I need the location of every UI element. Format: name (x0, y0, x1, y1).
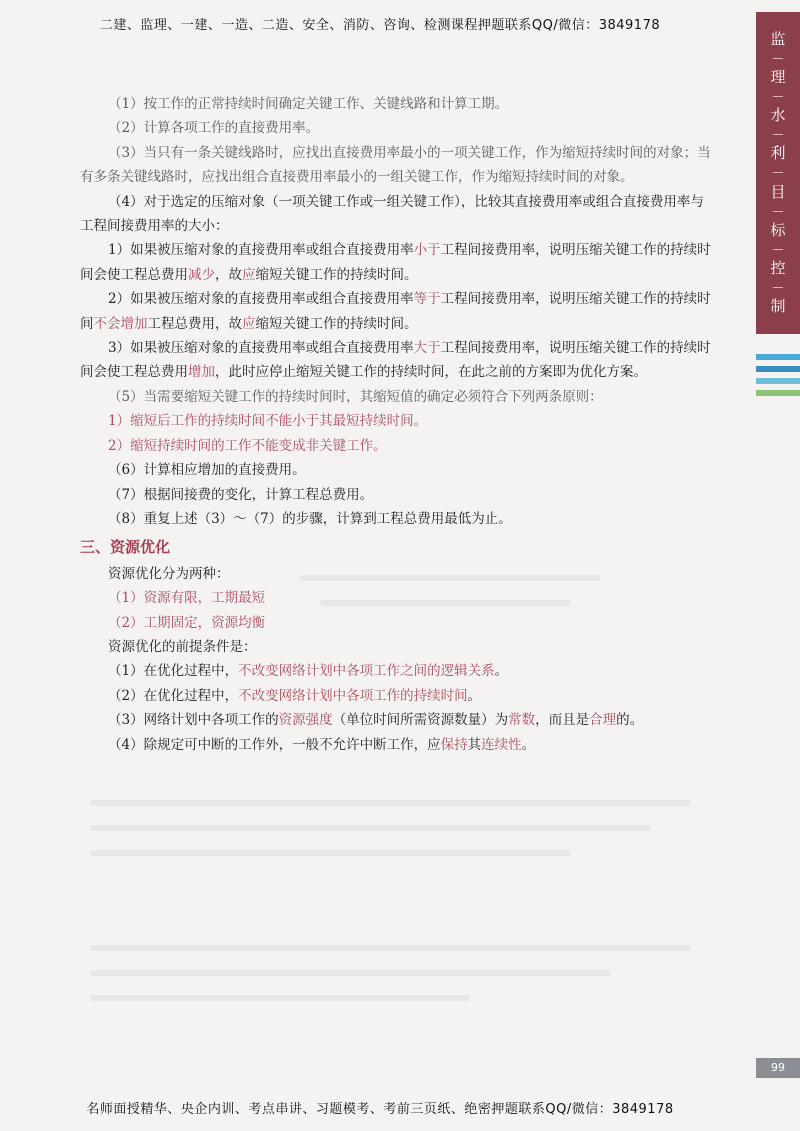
paragraph (80, 733, 716, 757)
paragraph (80, 287, 716, 336)
highlight-text: 常数 (508, 712, 536, 729)
text-run: 缩短关键工作的持续时间。 (255, 266, 418, 283)
section-heading: 三、资源优化 (80, 538, 171, 557)
text-run: （4）除规定可中断的工作外，一般不允许中断工作，应 (108, 736, 441, 753)
paragraph: 1）缩短后工作的持续时间不能小于其最短持续时间。 (108, 413, 428, 430)
text-run: 2）如果被压缩对象的直接费用率或组合直接费用率 (108, 291, 414, 308)
bleed-through (90, 970, 610, 976)
side-tab-char: 目 (770, 182, 786, 201)
side-tab-separator (773, 58, 783, 59)
text-run: 工程总费用，故 (147, 315, 242, 332)
stripe (756, 390, 800, 396)
highlight-text: 合理 (589, 712, 617, 729)
paragraph (80, 708, 716, 732)
highlight-text: 资源强度 (278, 712, 333, 729)
side-tab-char: 利 (770, 144, 786, 163)
bleed-through (90, 825, 650, 831)
highlight-text: 不改变网络计划中各项工作的持续时间 (238, 687, 468, 704)
header-banner: 二建、监理、一建、一造、二造、安全、消防、咨询、检测课程押题联系QQ/微信：3849178 (99, 18, 661, 33)
text-run: 工程间接费用率，说明压缩关键工作的持续时间 (80, 291, 711, 332)
side-tab-char: 控 (770, 259, 786, 278)
highlight-text: 大于 (413, 340, 441, 357)
text-run: （单位时间所需资源数量）为 (332, 712, 509, 729)
text-run: 工程间接费用率，说明压缩关键工作的持续时间会使工程总费用 (80, 242, 711, 283)
paragraph (80, 659, 716, 683)
page-body (80, 92, 716, 757)
text-run: ，此时应停止缩短关键工作的持续时间，在此之前的方案即为优化方案。 (215, 364, 647, 381)
highlight-text: 应 (242, 266, 256, 283)
text-run: ，而且是 (535, 712, 590, 729)
side-tab-separator (773, 134, 783, 135)
text-run: 工程间接费用率，说明压缩关键工作的持续时间会使工程总费用 (80, 340, 711, 381)
side-tab-char: 标 (770, 220, 786, 239)
text-run: 缩短关键工作的持续时间。 (255, 315, 418, 332)
paragraph: （2）工期固定，资源均衡 (108, 614, 266, 631)
highlight-text: 应 (242, 315, 256, 332)
side-tab-separator (773, 96, 783, 97)
side-tab-char: 监 (770, 29, 786, 48)
paragraph (80, 336, 716, 385)
stripe (756, 366, 800, 372)
side-tab-separator (773, 249, 783, 250)
paragraph: （1）按工作的正常持续时间确定关键工作、关键线路和计算工期。 (108, 96, 509, 112)
paragraph: （6）计算相应增加的直接费用。 (108, 462, 306, 479)
text-run: 。 (521, 736, 536, 753)
highlight-text: 不改变网络计划中各项工作之间的逻辑关系 (238, 663, 495, 680)
paragraph: （8）重复上述（3）～（7）的步骤，计算到工程总费用最低为止。 (108, 510, 512, 527)
side-tab-char: 水 (770, 106, 786, 125)
paragraph (80, 684, 716, 708)
paragraph: （3）当只有一条关键线路时，应找出直接费用率最小的一项关键工作，作为缩短持续时间的对象；当有多条关键线路时，应找出组合直接费用率最小的一组关键工作，作为缩短持续时间的对象。 (80, 144, 711, 186)
decorative-stripes (756, 354, 800, 402)
highlight-text: 连续性 (481, 736, 522, 753)
footer-banner: 名师面授精华、央企内训、考点串讲、习题模考、考前三页纸、绝密押题联系QQ/微信：3849178 (86, 1102, 674, 1117)
side-chapter-tab (756, 12, 800, 334)
bleed-through (90, 850, 570, 856)
side-tab-char: 理 (770, 67, 786, 86)
highlight-text: 等于 (413, 291, 441, 308)
highlight-text: 不会增加 (93, 315, 148, 332)
bleed-through (90, 800, 690, 806)
highlight-text: 增加 (188, 364, 215, 381)
text-run: 。 (494, 663, 509, 680)
text-run: 。 (467, 687, 482, 704)
stripe (756, 378, 800, 384)
paragraph: 资源优化的前提条件是： (108, 638, 257, 655)
paragraph: 资源优化分为两种： (108, 565, 230, 582)
text-run: （2）在优化过程中， (108, 687, 239, 704)
text-run: 的。 (616, 712, 644, 729)
highlight-text: 保持 (440, 736, 468, 753)
text-run: 其 (467, 736, 482, 753)
bleed-through (90, 995, 470, 1001)
paragraph: （2）计算各项工作的直接费用率。 (108, 120, 320, 137)
page-number: 99 (756, 1058, 800, 1078)
text-run: （3）网络计划中各项工作的 (108, 712, 279, 729)
text-run: 1）如果被压缩对象的直接费用率或组合直接费用率 (108, 242, 414, 259)
paragraph: （7）根据间接费的变化，计算工程总费用。 (108, 486, 374, 503)
bleed-through (90, 945, 690, 951)
side-tab-separator (773, 172, 783, 173)
side-tab-separator (773, 287, 783, 288)
paragraph: （4）对于选定的压缩对象（一项关键工作或一组关键工作），比较其直接费用率或组合直接费用率与工程间接费用率的大小： (80, 193, 704, 235)
side-tab-separator (773, 211, 783, 212)
text-run: ，故 (215, 266, 242, 283)
stripe (756, 354, 800, 360)
side-tab-char: 制 (770, 297, 786, 316)
text-run: 3）如果被压缩对象的直接费用率或组合直接费用率 (108, 340, 414, 357)
paragraph: （1）资源有限，工期最短 (108, 590, 266, 607)
highlight-text: 减少 (188, 266, 215, 283)
highlight-text: 小于 (413, 242, 441, 259)
text-run: （1）在优化过程中， (108, 663, 239, 680)
paragraph: 2）缩短持续时间的工作不能变成非关键工作。 (108, 437, 387, 454)
paragraph: （5）当需要缩短关键工作的持续时间时，其缩短值的确定必须符合下列两条原则： (108, 388, 603, 405)
paragraph (80, 238, 716, 287)
